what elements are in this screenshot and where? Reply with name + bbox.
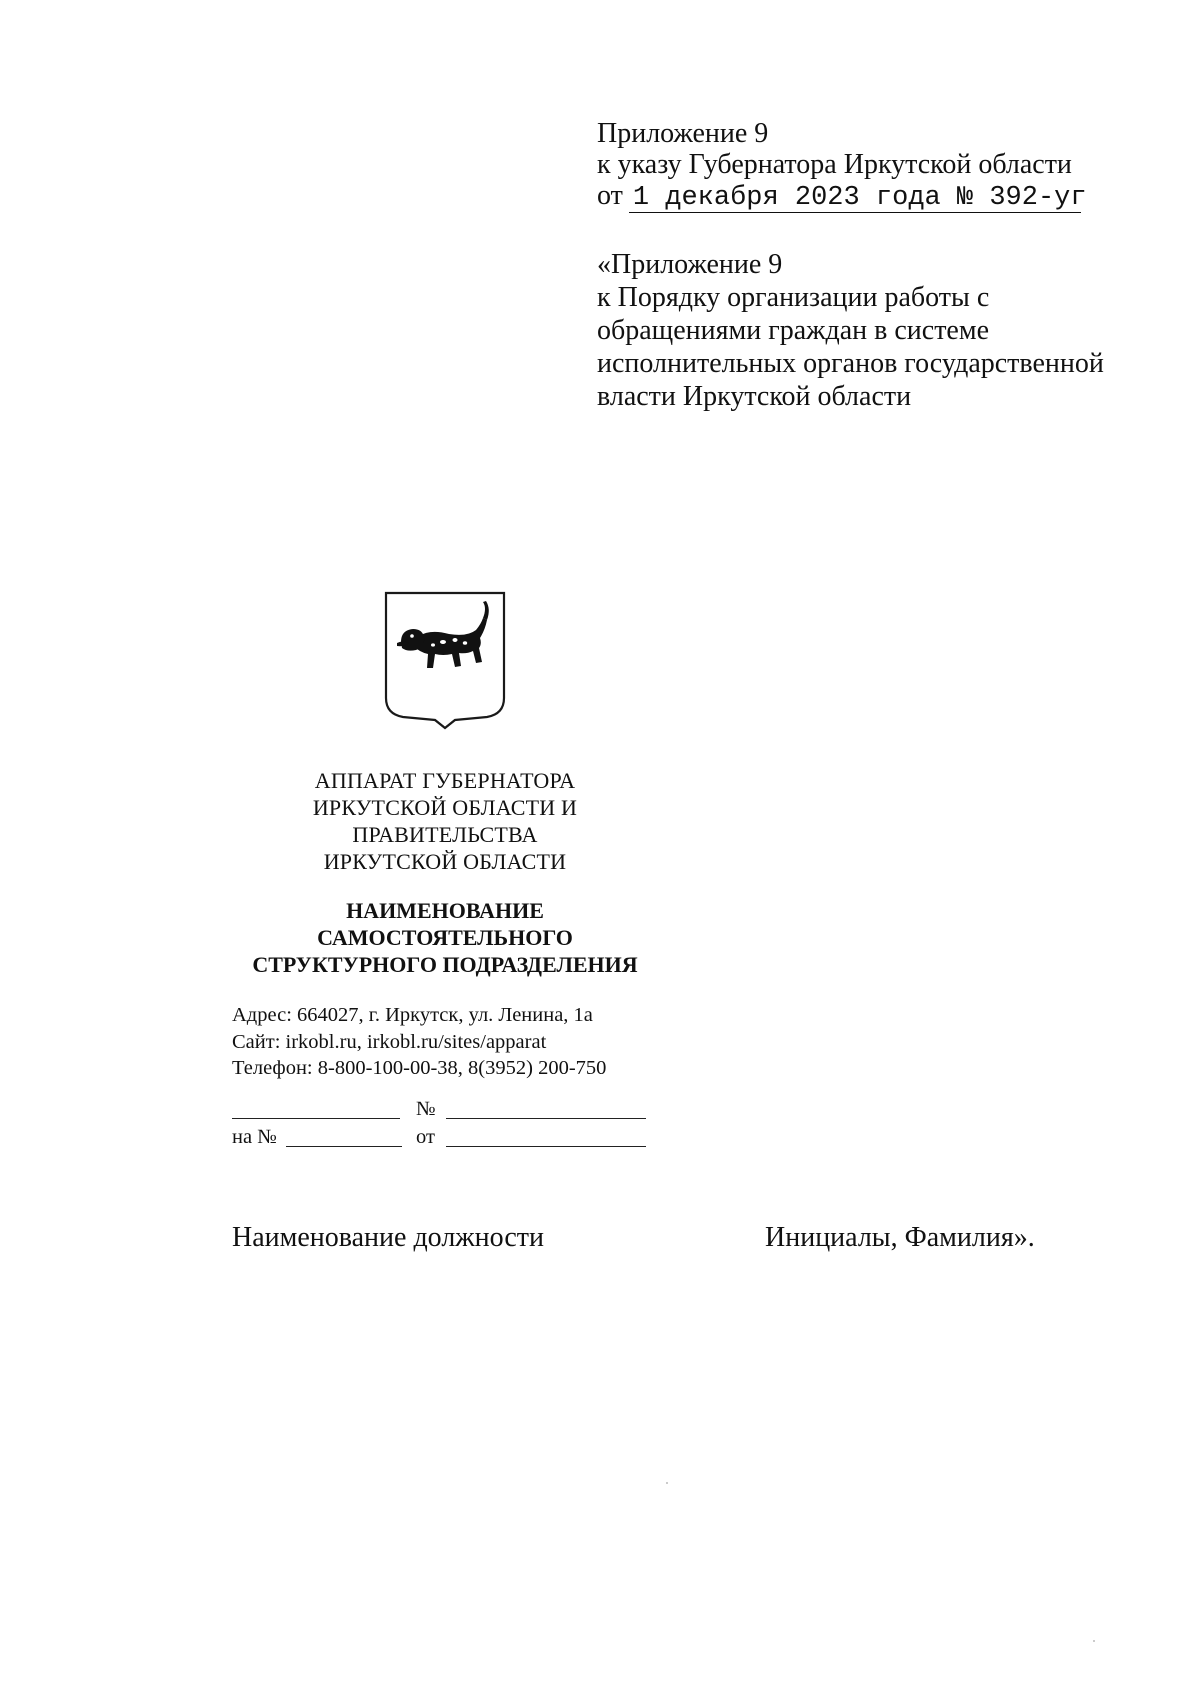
address-text: Адрес: 664027, г. Иркутск, ул. Ленина, 1а xyxy=(232,1004,593,1026)
annex-date-value: 1 декабря 2023 года № 392-уг xyxy=(629,184,1081,213)
organization-line: ПРАВИТЕЛЬСТВА xyxy=(352,822,538,847)
annex-date-line xyxy=(597,180,1177,213)
organization-line: ИРКУТСКОЙ ОБЛАСТИ xyxy=(323,849,567,874)
ref-number-label: на № xyxy=(232,1126,277,1148)
annex-quoted-line: к Порядку организации работы с xyxy=(597,282,990,313)
contact-details xyxy=(232,1002,672,1082)
annex-title: Приложение 9 xyxy=(597,118,769,149)
unit-name xyxy=(230,897,660,978)
phone-text: Телефон: 8-800-100-00-38, 8(3952) 200-750 xyxy=(232,1057,607,1079)
unit-line: НАИМЕНОВАНИЕ xyxy=(346,898,544,923)
signature-name: Инициалы, Фамилия». xyxy=(765,1222,1035,1253)
ref-date-label: от xyxy=(416,1126,435,1148)
outgoing-date-blank xyxy=(232,1118,400,1119)
annex-date-prefix: от xyxy=(597,180,623,211)
annex-quoted-line: «Приложение 9 xyxy=(597,249,783,280)
ref-date-blank xyxy=(446,1146,646,1147)
annex-reference: к указу Губернатора Иркутской области xyxy=(597,149,1072,180)
annex-quoted-header xyxy=(597,248,1157,413)
organization-line: ИРКУТСКОЙ ОБЛАСТИ И xyxy=(312,795,578,820)
unit-line: САМОСТОЯТЕЛЬНОГО xyxy=(317,925,573,950)
irkutsk-coat-of-arms-icon xyxy=(383,590,507,730)
ref-number-blank xyxy=(286,1146,402,1147)
site-text: Сайт: irkobl.ru, irkobl.ru/sites/apparat xyxy=(232,1030,547,1053)
reference-row xyxy=(232,1124,652,1150)
scan-speck xyxy=(666,1482,668,1484)
outgoing-number-blank xyxy=(446,1118,646,1119)
annex-header xyxy=(597,118,1177,213)
organization-name xyxy=(230,767,660,875)
signature-position: Наименование должности xyxy=(232,1222,544,1253)
unit-line: СТРУКТУРНОГО ПОДРАЗДЕЛЕНИЯ xyxy=(252,952,638,977)
organization-line: АППАРАТ ГУБЕРНАТОРА xyxy=(314,768,576,793)
scan-speck xyxy=(1093,1640,1095,1642)
annex-quoted-line: исполнительных органов государственной xyxy=(597,348,1104,379)
outgoing-number-row xyxy=(232,1096,652,1122)
annex-quoted-line: обращениями граждан в системе xyxy=(597,315,989,346)
number-label: № xyxy=(416,1098,436,1120)
annex-quoted-line: власти Иркутской области xyxy=(597,381,912,412)
